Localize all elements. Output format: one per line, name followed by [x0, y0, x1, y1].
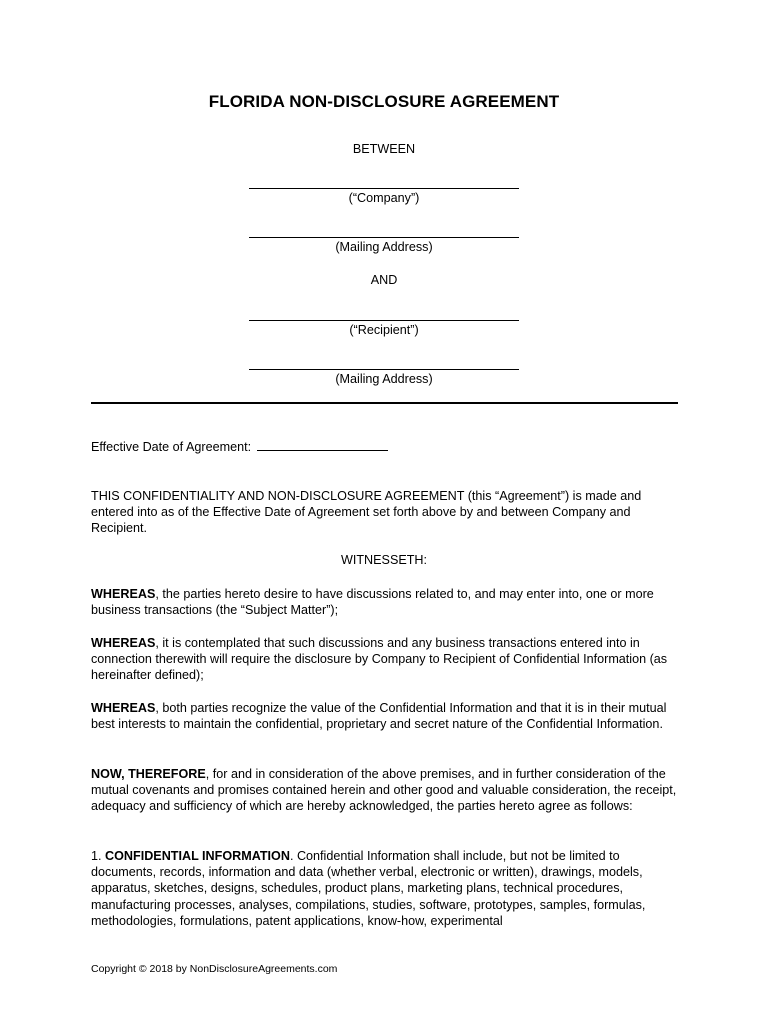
recipient-label: (“Recipient”) [349, 323, 419, 337]
recipient-name-blank[interactable] [249, 320, 519, 321]
whereas-3-text: , both parties recognize the value of the Confidential Information and that it is in their mutual best interests to maintain the confidential, proprietary and secret nature of the Confidential Information. [91, 701, 667, 732]
company-mailing-address-label: (Mailing Address) [335, 240, 433, 254]
whereas-1-text: , the parties hereto desire to have discussions related to, and may enter into, one or more business transactions (the “Subject Matter”); [91, 587, 654, 618]
intro-paragraph: THIS CONFIDENTIALITY AND NON-DISCLOSURE AGREEMENT (this “Agreement”) is made and entered into as of the Effective Date of Agreement set forth above by and between Company and Recipient. [91, 489, 642, 536]
effective-date-line [91, 439, 681, 455]
section-divider [91, 402, 678, 404]
section-1-paragraph [91, 848, 681, 929]
witnesseth-heading: WITNESSETH: [340, 553, 428, 567]
between-label: BETWEEN [352, 142, 416, 156]
whereas-1-lead: WHEREAS [91, 587, 156, 601]
recipient-address-blank[interactable] [249, 369, 519, 370]
document-title: FLORIDA NON-DISCLOSURE AGREEMENT [208, 92, 560, 111]
recipient-mailing-address-label: (Mailing Address) [335, 372, 433, 386]
whereas-2-lead: WHEREAS [91, 636, 156, 650]
section-1-heading: CONFIDENTIAL INFORMATION [105, 849, 290, 863]
whereas-3-lead: WHEREAS [91, 701, 156, 715]
section-1-text: . Confidential Information shall include, but not be limited to documents, records, information and data (whether verbal, electronic or written), drawings, models, apparatus, sketches, designs, schedules, product plans, marketing plans, technical procedures, manufacturing processes, analyses, compilations, studies, software, prototypes, samples, formulas, methodologies, formulations, patent applications, know-how, experimental [91, 849, 646, 928]
now-therefore-lead: NOW, THEREFORE [91, 767, 206, 781]
effective-date-blank[interactable] [257, 439, 388, 451]
company-address-blank[interactable] [249, 237, 519, 238]
and-label: AND [370, 273, 398, 287]
effective-date-label: Effective Date of Agreement: [91, 440, 252, 454]
company-label: (“Company”) [348, 191, 420, 205]
whereas-2-text: , it is contemplated that such discussions and any business transactions entered into in connection therewith will require the disclosure by Company to Recipient of Confidential Information (as hereinafter defined); [91, 636, 668, 683]
section-1-number: 1. [91, 849, 106, 863]
whereas-paragraph-2 [91, 635, 681, 684]
whereas-paragraph-3 [91, 700, 681, 732]
company-name-blank[interactable] [249, 188, 519, 189]
copyright-footer: Copyright © 2018 by NonDisclosureAgreements.com [91, 963, 338, 975]
now-therefore-text: , for and in consideration of the above premises, and in further consideration of the mutual covenants and promises contained herein and other good and valuable consideration, the receipt, adequacy and sufficiency of which are hereby acknowledged, the parties hereto agree as follows: [91, 767, 677, 814]
now-therefore-paragraph [91, 766, 681, 815]
whereas-paragraph-1 [91, 586, 681, 618]
